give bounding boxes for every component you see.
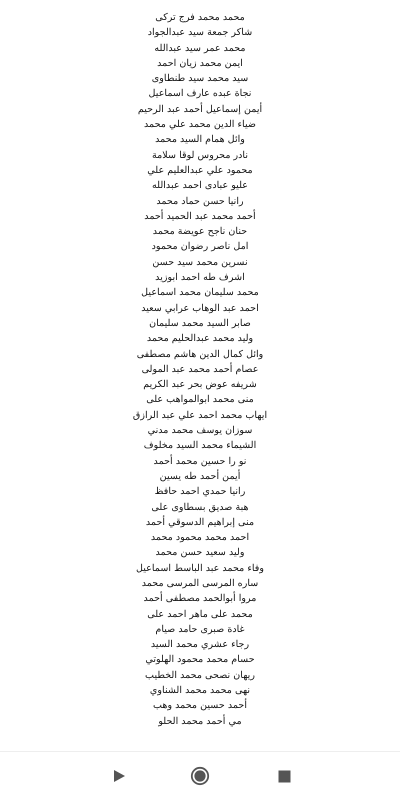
list-item: أحمد محمد عبد الحميد أحمد (144, 210, 256, 222)
list-item: نهى محمد محمد الشناوي (149, 685, 251, 697)
list-item: مي أحمد محمد الحلو (158, 715, 242, 727)
list-item: محمد عمر سيد عبدالله (154, 42, 246, 54)
list-item: نسرين محمد سيد حسن (152, 256, 248, 268)
list-item: صابر السيد محمد سليمان (149, 317, 251, 329)
list-item: رجاء عشري محمد السيد (150, 639, 250, 651)
home-button[interactable] (190, 766, 210, 786)
list-item: عصام أحمد محمد عبد المولى (141, 363, 259, 375)
list-item: وائل همام السيد محمد (155, 134, 245, 146)
list-item: منى إبراهيم الدسوقي أحمد (145, 516, 255, 528)
list-item: حسام محمد محمود الهلوتي (145, 654, 255, 666)
square-recents-icon (278, 770, 291, 783)
list-item: الشيماء محمد السيد مخلوف (143, 440, 257, 452)
list-item: سيد محمد سيد طنطاوى (151, 73, 249, 85)
list-item: ريهان نصحى محمد الخطيب (145, 669, 255, 681)
list-item: نادر محروس لوقا سلامة (151, 149, 249, 161)
list-item: مروا أبوالحمد مصطفى أحمد (143, 593, 257, 605)
navigation-bar (0, 751, 400, 800)
play-triangle-icon (112, 769, 126, 783)
list-item: امل ناصر رضوان محمود (151, 241, 249, 253)
list-item: وليد محمد عبدالحليم محمد (146, 333, 254, 345)
list-item: شاكر جمعة سيد عبدالجواد (147, 27, 253, 39)
list-item: وائل كمال الدين هاشم مصطفى (136, 348, 264, 360)
names-list (0, 10, 400, 729)
list-item: محمود علي عبدالعليم علي (147, 164, 253, 176)
list-item: أحمد حسين محمد وهب (152, 700, 248, 712)
list-item: ساره المرسى المرسى محمد (141, 577, 259, 589)
list-item: شريفه عوض بحر عبد الكريم (143, 379, 257, 391)
back-button[interactable] (109, 766, 129, 786)
list-item: نجاة عبده عارف اسماعيل (148, 88, 252, 100)
list-item: أيمن أحمد طه يسين (159, 470, 241, 482)
recents-button[interactable] (274, 766, 294, 786)
list-item: ايهاب محمد احمد علي عبد الرازق (132, 409, 268, 421)
circle-home-icon (190, 766, 210, 786)
list-item: ضياء الدين محمد علي محمد (144, 119, 256, 131)
list-item: نو را حسين محمد أحمد (153, 455, 247, 467)
list-item: رانيا حمدي احمد حافظ (154, 486, 246, 498)
list-item: رانيا حسن حماد محمد (156, 195, 244, 207)
list-item: احمد عبد الوهاب عرابي سعيد (141, 302, 259, 314)
list-item: وفاء محمد عبد الباسط اسماعيل (135, 562, 265, 574)
list-item: وليد سعيد حسن محمد (155, 547, 245, 559)
list-item: احمد محمد محمود محمد (150, 532, 250, 544)
list-item: غادة صبرى حامد صيام (155, 623, 245, 635)
list-item: هبة صديق بسطاوى على (151, 501, 249, 513)
list-item: عليو عبادى احمد عبدالله (152, 180, 248, 192)
list-item: حنان ناجح عويضة محمد (152, 226, 248, 238)
list-item: سوزان يوسف محمد مدني (147, 425, 253, 437)
list-item: اشرف طه احمد ابوزيد (155, 272, 245, 284)
list-item: محمد محمد فرج تركى (155, 12, 245, 23)
list-item: منى محمد ابوالمواهب على (146, 394, 254, 406)
list-item: محمد سليمان محمد اسماعيل (141, 287, 259, 299)
list-item: محمد على ماهر احمد على (147, 608, 253, 620)
list-item: أيمن إسماعيل أحمد عبد الرحيم (137, 103, 263, 115)
list-item: ايمن محمد زيان احمد (157, 57, 243, 69)
